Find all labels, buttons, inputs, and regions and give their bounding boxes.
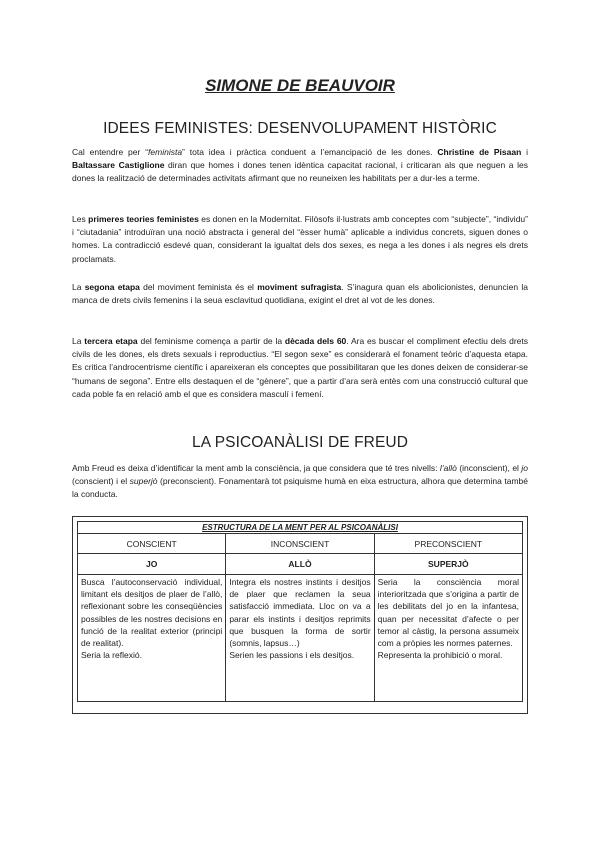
italic-term: jo xyxy=(521,463,528,473)
text-run: i xyxy=(521,147,529,157)
text-run: diran que homes i dones tenen idèntica capacitat racional, i criticaran als que neguen a les dones la realització de determinades activitats afirmant que no reuneixen les habilitats per a dur-les a terme. xyxy=(72,160,528,184)
text-run: ” tota idea i pràctica conduent a l’emancipació de les dones. xyxy=(182,147,438,157)
italic-term: feminista xyxy=(148,147,183,157)
section-heading-freud: LA PSICOANÀLISI DE FREUD xyxy=(191,434,409,451)
cell-jo-description: Busca l’autoconservació individual, limitant els desitjos de plaer de l’allò, reflexionant sobre les conseqüències possibles de les nostres decisions en funció de la realitat exterior (principi de realitat). Seria la reflexió. xyxy=(78,575,226,702)
table-caption: ESTRUCTURA DE LA MENT PER AL PSICOANÀLISI xyxy=(78,522,523,534)
text-run: Amb Freud es deixa d’identificar la ment amb la consciència, ja que considera que té tres nivells: xyxy=(72,463,440,473)
text-run: . Ara es buscar el compliment efectiu dels drets civils de les dones, els drets sexuals i reproductius. “El segon sexe” es considerarà el fonament teòric d’aquesta etapa. Es critica l’androcentrisme científic i apareixeran els conceptes que possibilitaran que les dones deixen de considerar-se “humans de segona”. Entre ells destaquen el de “gènere”, que a partir d’ara serà entès com una construcció cultural que cada poble fa en relació amb el que es considera masculí i femení. xyxy=(72,336,528,399)
paragraph-feminism-definition xyxy=(72,146,528,186)
text-run: La xyxy=(72,282,85,292)
section-heading-feminist-ideas: IDEES FEMINISTES: DESENVOLUPAMENT HISTÒRIC xyxy=(103,120,497,137)
mind-structure-table-frame xyxy=(72,516,528,714)
paragraph-third-stage xyxy=(72,335,528,401)
document-title: SIMONE DE BEAUVOIR xyxy=(205,76,395,95)
col-name-superjo: SUPERJÒ xyxy=(374,554,522,575)
bold-term: Baltassare Castiglione xyxy=(72,160,165,171)
text-run: es donen en la Modernitat. Filòsofs il·lustrats amb conceptes com “subjecte”, “individu” i “ciutadania” introduïran una noció abstracta i general del “èsser humà” aplicable a individus concrets, siguen dones o homes. La contradicció esdevé quan, considerant la igualtat dels dos sexes, es nega a les dones i als negres els drets proclamats. xyxy=(72,214,528,264)
col-header-inconscient: INCONSCIENT xyxy=(226,534,374,554)
text-run: Les xyxy=(72,214,89,224)
text-run: La xyxy=(72,336,85,346)
text-run: (preconscient). Fonamentarà tot psiquisme humà en eixa estructura, alhora que determina també la conducta. xyxy=(72,476,528,500)
paragraph-second-stage xyxy=(72,281,528,307)
paragraph-freud-intro xyxy=(72,462,528,502)
bold-term: dècada dels 60 xyxy=(284,336,347,346)
cell-allo-description: Integra els nostres instints i desitjos de plaer que reclamen la seua satisfacció immediata. Lloc on va a parar els instints i desitjos reprimits que busquen la forma de sortir (somnis, lapsus…) Serien les passions i els desitjos. xyxy=(226,575,374,702)
bold-term: tercera etapa xyxy=(84,336,138,346)
bold-term: primeres teories feministes xyxy=(88,214,199,224)
text-run: . S’inagura quan els abolicionistes, denuncien la manca de drets civils femenins i la seua esclavitud quotidiana, exigint el dret al vot de les dones. xyxy=(72,282,528,306)
text-run: del moviment feminista és el xyxy=(139,282,258,292)
col-name-jo: JO xyxy=(78,554,226,575)
col-header-conscient: CONSCIENT xyxy=(78,534,226,554)
col-name-allo: ALLÒ xyxy=(226,554,374,575)
text-run: (conscient) i el xyxy=(72,476,130,487)
paragraph-first-theories xyxy=(72,213,528,266)
italic-term: l’allò xyxy=(439,463,457,473)
text-run: del feminisme comença a partir de la xyxy=(137,336,285,346)
col-header-preconscient: PRECONSCIENT xyxy=(374,534,522,554)
italic-term: superjò xyxy=(129,476,158,487)
bold-term: segona etapa xyxy=(84,282,140,292)
cell-superjo-description: Seria la consciència moral interioritzada que s’origina a partir de les debilitats del jo en la infantesa, quan per necessitat d’afecte o per temor al càstig, la persona assumeix com a pròpies les normes paternes. Representa la prohibició o moral. xyxy=(374,575,522,702)
text-run: Cal entendre per “ xyxy=(72,147,149,157)
bold-term: Christine de Pisaan xyxy=(437,147,522,157)
bold-term: moviment sufragista xyxy=(257,282,342,292)
mind-structure-table xyxy=(77,521,523,702)
text-run: (inconscient), el xyxy=(456,463,522,473)
